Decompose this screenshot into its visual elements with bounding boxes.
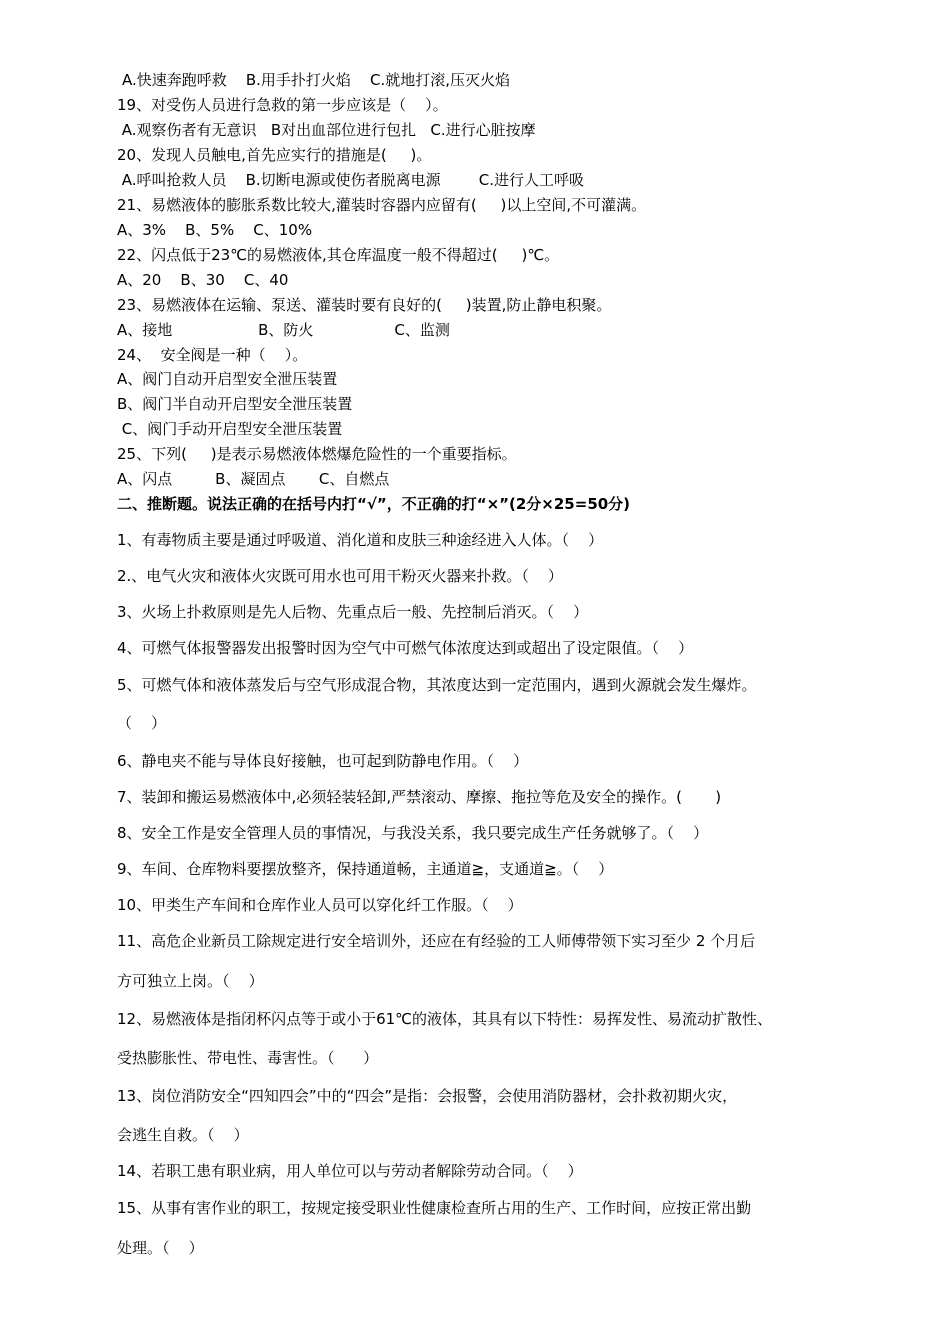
tf-statement: 方可独立上岗。（ ） [117, 972, 264, 990]
tf-statement: 6、静电夹不能与导体良好接触，也可起到防静电作用。（ ） [117, 752, 529, 770]
question-line: 25、下列( )是表示易燃液体燃爆危险性的一个重要指标。 [117, 445, 517, 463]
option-line: A、3% B、5% C、10% [117, 221, 313, 239]
tf-statement: 1、有毒物质主要是通过呼吸道、消化道和皮肤三种途经进入人体。（ ） [117, 531, 604, 549]
tf-statement: 8、安全工作是安全管理人员的事情况，与我没关系，我只要完成生产任务就够了。（ ） [117, 824, 709, 842]
question-line: 22、闪点低于23℃的易燃液体,其仓库温度一般不得超过( )℃。 [117, 246, 560, 264]
question-line: 23、易燃液体在运输、泵送、灌装时要有良好的( )装置,防止静电积聚。 [117, 296, 612, 314]
option-line: A.呼叫抢救人员 B.切断电源或使伤者脱离电源 C.进行人工呼吸 [117, 171, 585, 189]
tf-statement: 12、易燃液体是指闭杯闪点等于或小于61℃的液体，其具有以下特性：易挥发性、易流动扩散性、 [117, 1010, 773, 1028]
option-line: A、阀门自动开启型安全泄压装置 [117, 370, 338, 388]
question-line: 19、对受伤人员进行急救的第一步应该是（ ）。 [117, 96, 448, 114]
tf-statement: 11、高危企业新员工除规定进行安全培训外，还应在有经验的工人师傅带领下实习至少 2 个月后 [117, 932, 756, 950]
tf-statement: 13、岗位消防安全“四知四会”中的“四会”是指：会报警，会使用消防器材，会扑救初期火灾， [117, 1087, 738, 1105]
tf-statement: 10、甲类生产车间和仓库作业人员可以穿化纤工作服。（ ） [117, 896, 523, 914]
tf-statement: 受热膨胀性、带电性、毒害性。（ ） [117, 1049, 379, 1067]
question-line: 24、 安全阀是一种（ ）。 [117, 346, 308, 364]
tf-statement: 2.、电气火灾和液体火灾既可用水也可用干粉灭火器来扑救。（ ） [117, 567, 563, 585]
tf-statement: （ ） [117, 714, 167, 732]
option-line: B、阀门半自动开启型安全泄压装置 [117, 395, 353, 413]
tf-statement: 7、装卸和搬运易燃液体中,必须轻装轻卸,严禁滚动、摩擦、拖拉等危及安全的操作。( ) [117, 788, 722, 806]
option-line: A、接地 B、防火 C、监测 [117, 321, 450, 339]
tf-statement: 14、若职工患有职业病，用人单位可以与劳动者解除劳动合同。（ ） [117, 1162, 583, 1180]
tf-statement: 4、可燃气体报警器发出报警时因为空气中可燃气体浓度达到或超出了设定限值。（ ） [117, 639, 694, 657]
option-line: A.观察伤者有无意识 B对出血部位进行包扎 C.进行心脏按摩 [117, 121, 536, 139]
tf-statement: 5、可燃气体和液体蒸发后与空气形成混合物，其浓度达到一定范围内，遇到火源就会发生爆炸。 [117, 676, 757, 694]
section-title: 二、推断题。说法正确的在括号内打“√”，不正确的打“×”(2分×25=50分) [117, 495, 631, 513]
option-line: A、20 B、30 C、40 [117, 271, 289, 289]
option-line: A、闪点 B、凝固点 C、自燃点 [117, 470, 390, 488]
tf-statement: 3、火场上扑救原则是先人后物、先重点后一般、先控制后消灭。（ ） [117, 603, 589, 621]
question-line: 20、发现人员触电,首先应实行的措施是( )。 [117, 146, 432, 164]
tf-statement: 15、从事有害作业的职工，按规定接受职业性健康检查所占用的生产、工作时间，应按正常出勤 [117, 1199, 752, 1217]
tf-statement: 处理。（ ） [117, 1239, 204, 1257]
question-line: 21、易燃液体的膨胀系数比较大,灌装时容器内应留有( )以上空间,不可灌满。 [117, 196, 647, 214]
option-line: A.快速奔跑呼救 B.用手扑打火焰 C.就地打滚,压灭火焰 [122, 71, 510, 89]
option-line: C、阀门手动开启型安全泄压装置 [117, 420, 343, 438]
tf-statement: 会逃生自救。（ ） [117, 1126, 249, 1144]
tf-statement: 9、车间、仓库物料要摆放整齐，保持通道畅，主通道≧，支通道≧。（ ） [117, 860, 614, 878]
